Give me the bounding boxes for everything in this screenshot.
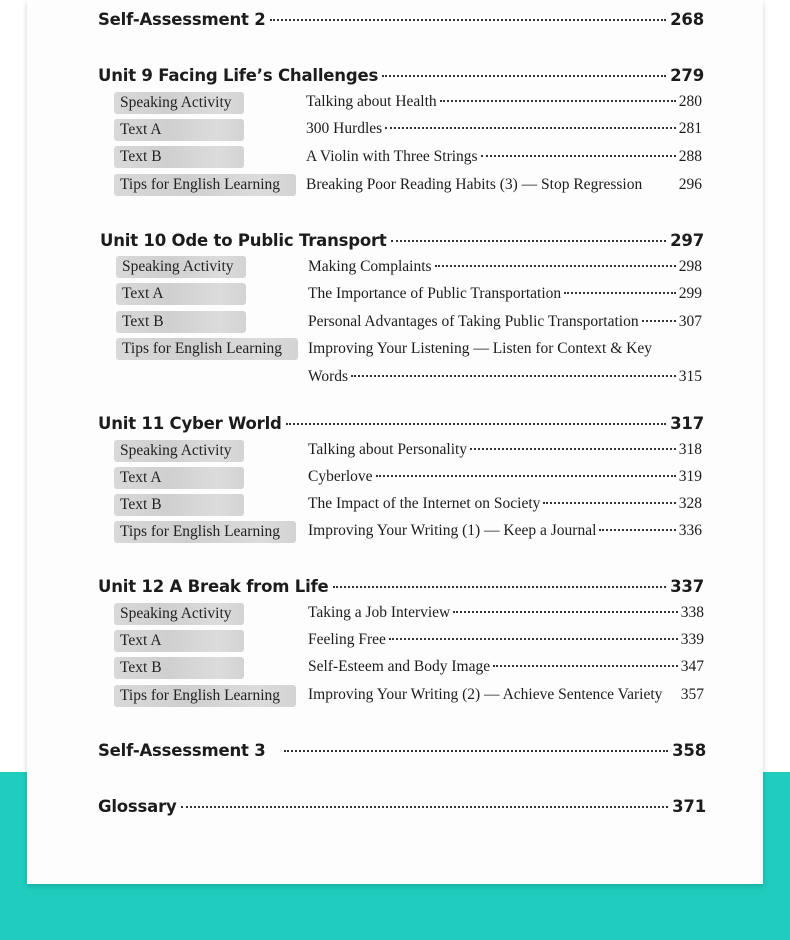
dot-leader: [351, 375, 676, 377]
toc-entry-page: 288: [678, 148, 702, 165]
toc-heading-page: 297: [670, 231, 704, 250]
toc-heading-unit-11[interactable]: [98, 414, 704, 433]
toc-entry-title: 300 Hurdles: [306, 120, 383, 137]
toc-entry-title: Talking about Health: [306, 93, 437, 110]
dot-leader: [389, 638, 678, 640]
toc-entry-page: 280: [678, 93, 702, 110]
toc-heading-glossary[interactable]: [98, 797, 706, 816]
dot-leader: [286, 423, 667, 425]
toc-entry[interactable]: [308, 258, 702, 276]
toc-entry-title: Talking about Personality: [308, 441, 468, 458]
toc-heading-title: Glossary: [98, 797, 177, 816]
section-tag: Tips for English Learning: [116, 338, 298, 360]
section-tag: Speaking Activity: [116, 256, 246, 278]
toc-entry-page: 298: [678, 258, 702, 275]
section-tag: Text A: [114, 630, 244, 652]
toc-heading-page: 337: [670, 577, 704, 596]
dot-leader: [382, 75, 666, 77]
toc-entry[interactable]: [306, 93, 702, 111]
toc-entry[interactable]: [306, 176, 702, 194]
toc-entry-title: Improving Your Writing (1) — Keep a Journal: [308, 522, 597, 539]
toc-entry-title: The Importance of Public Transportation: [308, 285, 562, 302]
toc-entry[interactable]: [308, 631, 704, 649]
section-tag: Text A: [114, 119, 244, 141]
toc-heading-self-assessment-3[interactable]: [98, 741, 706, 760]
toc-entry-title: Cyberlove: [308, 468, 373, 485]
toc-heading-page: 317: [670, 414, 704, 433]
toc-entry-page: 296: [678, 176, 702, 193]
section-tag: Tips for English Learning: [114, 521, 296, 543]
toc-entry-title: Words: [308, 368, 349, 385]
toc-heading-title: Unit 12 A Break from Life: [98, 577, 329, 596]
dot-leader: [391, 240, 667, 242]
toc-entry-page: 336: [678, 522, 702, 539]
dot-leader: [270, 19, 667, 21]
dot-leader: [493, 665, 678, 667]
toc-entry-title: Improving Your Writing (2) — Achieve Sentence Variety: [308, 686, 663, 703]
toc-entry-page: 338: [680, 604, 704, 621]
toc-entry-page: 319: [678, 468, 702, 485]
toc-page: [27, 0, 763, 884]
dot-leader: [599, 529, 675, 531]
toc-entry-page: 328: [678, 495, 702, 512]
toc-entry-page: 318: [678, 441, 702, 458]
toc-entry[interactable]: [308, 604, 704, 622]
dot-leader: [385, 127, 676, 129]
section-tag: Text B: [114, 146, 244, 168]
dot-leader: [642, 320, 676, 322]
toc-entry-title: Self-Esteem and Body Image: [308, 658, 491, 675]
toc-heading-page: 358: [672, 741, 706, 760]
toc-entry-title: Improving Your Listening — Listen for Context & Key: [308, 340, 652, 357]
section-tag: Text A: [116, 283, 246, 305]
toc-heading-page: 371: [672, 797, 706, 816]
toc-entry-title: Feeling Free: [308, 631, 386, 648]
dot-leader: [284, 750, 669, 752]
toc-entry-title: Personal Advantages of Taking Public Transportation: [308, 313, 639, 330]
toc-entry-title: The Impact of the Internet on Society: [308, 495, 541, 512]
toc-entry[interactable]: [308, 340, 702, 358]
dot-leader: [564, 292, 676, 294]
dot-leader: [376, 475, 676, 477]
section-tag: Text B: [114, 657, 244, 679]
section-tag: Text A: [114, 467, 244, 489]
toc-entry-page: 339: [680, 631, 704, 648]
toc-heading-title: Unit 9 Facing Life’s Challenges: [98, 66, 379, 85]
section-tag: Text B: [116, 311, 246, 333]
toc-entry[interactable]: [308, 658, 704, 676]
toc-heading-title: Self-Assessment 2: [98, 10, 266, 29]
toc-heading-unit-12[interactable]: [98, 577, 704, 596]
dot-leader: [440, 100, 676, 102]
toc-heading-title: Self-Assessment 3: [98, 741, 266, 760]
toc-entry-page: 281: [678, 120, 702, 137]
toc-entry-title: Breaking Poor Reading Habits (3) — Stop Regression: [306, 176, 643, 193]
dot-leader: [333, 586, 667, 588]
dot-leader: [435, 265, 676, 267]
toc-heading-unit-10[interactable]: [100, 231, 704, 250]
toc-heading-page: 279: [670, 66, 704, 85]
dot-leader: [543, 502, 675, 504]
section-tag: Tips for English Learning: [114, 174, 296, 196]
section-tag: Speaking Activity: [114, 603, 244, 625]
toc-entry-title: Making Complaints: [308, 258, 432, 275]
toc-entry[interactable]: [308, 686, 704, 704]
toc-entry[interactable]: [308, 495, 702, 513]
toc-heading-title: Unit 10 Ode to Public Transport: [100, 231, 387, 250]
dot-leader: [470, 448, 676, 450]
toc-heading-unit-9[interactable]: [98, 66, 704, 85]
toc-entry[interactable]: [308, 522, 702, 540]
toc-entry[interactable]: [306, 148, 702, 166]
toc-entry[interactable]: [308, 285, 702, 303]
toc-entry[interactable]: [306, 120, 702, 138]
toc-heading-title: Unit 11 Cyber World: [98, 414, 282, 433]
toc-entry[interactable]: [308, 468, 702, 486]
toc-entry-page: 347: [680, 658, 704, 675]
toc-entry-continuation[interactable]: [308, 368, 702, 386]
toc-entry-page: 299: [678, 285, 702, 302]
section-tag: Text B: [114, 494, 244, 516]
section-tag: Speaking Activity: [114, 440, 244, 462]
toc-heading-self-assessment-2[interactable]: [98, 10, 704, 29]
dot-leader: [481, 155, 676, 157]
section-tag: Tips for English Learning: [114, 685, 296, 707]
toc-heading-page: 268: [670, 10, 704, 29]
section-tag: Speaking Activity: [114, 92, 244, 114]
dot-leader: [453, 611, 678, 613]
toc-entry-page: 307: [678, 313, 702, 330]
toc-entry-title: Taking a Job Interview: [308, 604, 451, 621]
dot-leader: [181, 806, 669, 808]
toc-entry-page: 357: [680, 686, 704, 703]
toc-entry[interactable]: [308, 313, 702, 331]
toc-entry-page: 315: [678, 368, 702, 385]
toc-entry[interactable]: [308, 441, 702, 459]
toc-entry-title: A Violin with Three Strings: [306, 148, 478, 165]
